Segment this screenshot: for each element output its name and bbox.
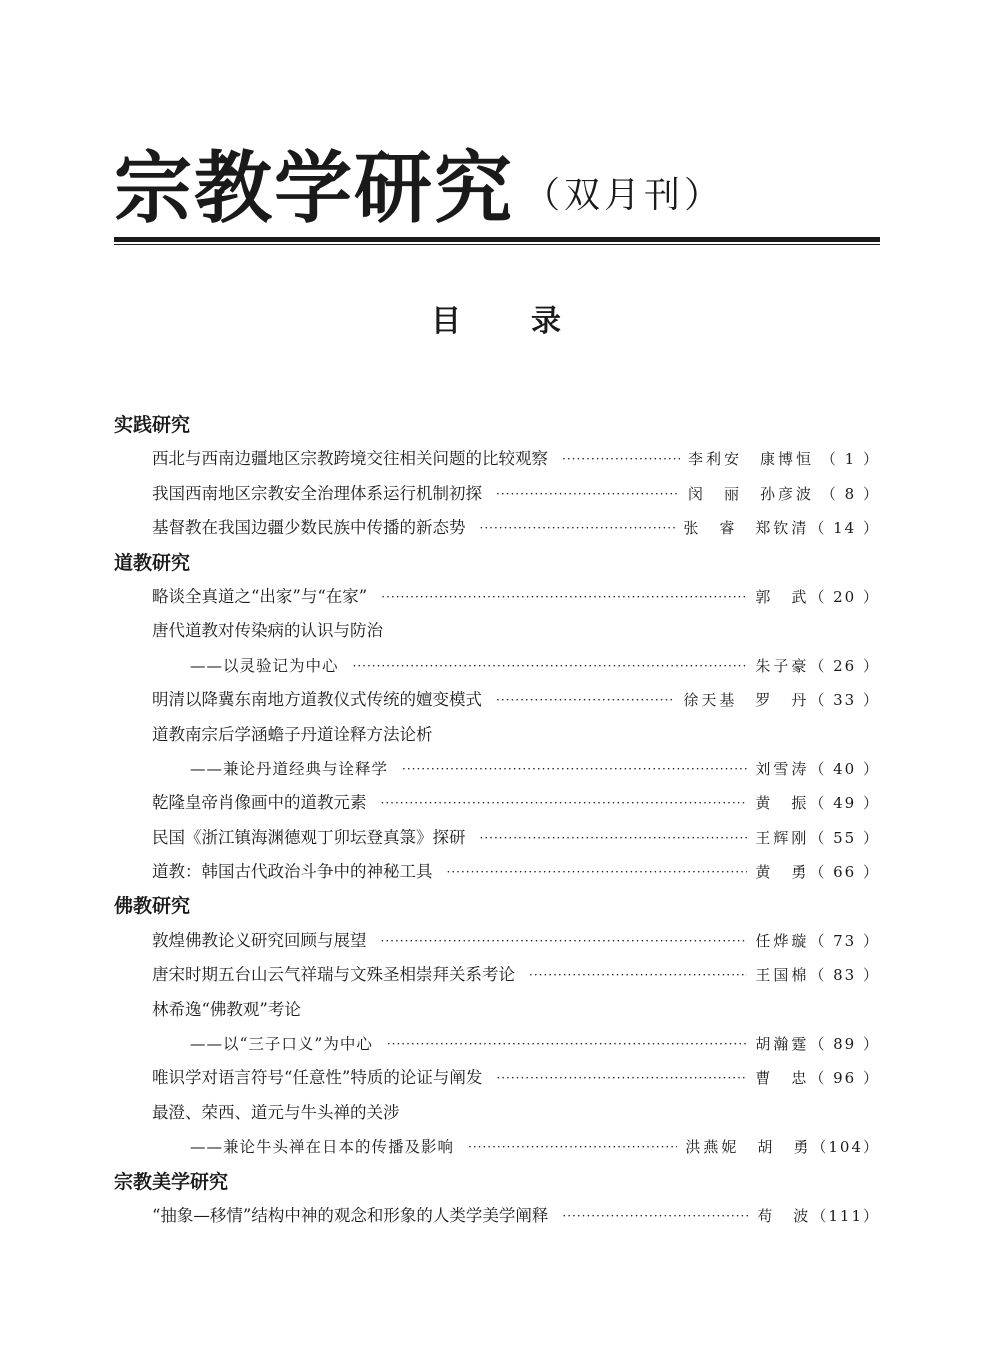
entry-page: （ 83 ） <box>809 966 880 985</box>
toc-heading: 目录 <box>431 304 631 339</box>
entry-subtitle: ——以“三子口义”为中心 <box>190 1035 373 1054</box>
toc-entry[interactable] <box>114 442 880 476</box>
entry-title: 乾隆皇帝肖像画中的道教元素 <box>152 793 367 813</box>
table-of-contents <box>114 408 880 1233</box>
entry-page: （ 40 ） <box>809 759 880 778</box>
entry-page: （ 49 ） <box>809 794 880 813</box>
toc-entry[interactable] <box>114 958 880 992</box>
entry-page: （ 33 ） <box>809 691 880 710</box>
leader-dots <box>387 1027 748 1061</box>
leader-dots <box>480 511 676 545</box>
toc-entry-subtitle[interactable] <box>114 1130 880 1164</box>
entry-title: 民国《浙江镇海渊德观丁卯坛登真箓》探研 <box>152 827 466 847</box>
entry-title[interactable]: 道教南宗后学涵蟾子丹道诠释方法论析 <box>152 724 433 744</box>
entry-authors: 张 睿 郑钦清 <box>683 519 810 538</box>
entry-title: 基督教在我国边疆少数民族中传播的新态势 <box>152 518 466 538</box>
leader-dots <box>402 752 747 786</box>
leader-dots <box>381 924 748 958</box>
toc-entry[interactable] <box>114 1199 880 1233</box>
leader-dots <box>562 442 680 476</box>
leader-dots <box>529 958 747 992</box>
toc-entry[interactable] <box>114 855 880 889</box>
leader-dots <box>381 786 748 820</box>
entry-title[interactable]: 唐代道教对传染病的认识与防治 <box>152 621 383 641</box>
entry-page: （ 66 ） <box>809 863 880 882</box>
toc-entry[interactable] <box>114 821 880 855</box>
section-heading: 道教研究 <box>114 551 191 574</box>
entry-page: （111） <box>811 1206 880 1225</box>
toc-entry[interactable] <box>114 683 880 717</box>
entry-authors: 胡瀚霆 <box>755 1035 810 1054</box>
entry-subtitle: ——以灵验记为中心 <box>190 656 339 675</box>
toc-entry[interactable] <box>114 580 880 614</box>
entry-authors: 郭 武 <box>755 587 810 606</box>
entry-title: 西北与西南边疆地区宗教跨境交往相关问题的比较观察 <box>152 449 548 469</box>
entry-page: （ 89 ） <box>809 1035 880 1054</box>
journal-title <box>114 128 725 234</box>
entry-authors: 徐天基 罗 丹 <box>683 691 810 710</box>
entry-authors: 李利安 康博恒 <box>687 450 814 469</box>
leader-dots <box>562 1199 749 1233</box>
journal-title-main: 宗教学研究 <box>114 143 515 234</box>
toc-entry[interactable] <box>114 786 880 820</box>
entry-authors: 朱子豪 <box>755 656 810 675</box>
entry-authors: 任烨璇 <box>755 931 810 950</box>
entry-title: 明清以降冀东南地方道教仪式传统的嬗变模式 <box>152 690 482 710</box>
entry-title: 唯识学对语言符号“任意性”特质的论证与阐发 <box>152 1068 483 1088</box>
toc-entry[interactable] <box>114 511 880 545</box>
entry-authors: 刘雪涛 <box>755 759 810 778</box>
toc-entry[interactable] <box>114 477 880 511</box>
toc-entry-subtitle[interactable] <box>114 649 880 683</box>
toc-entry-subtitle[interactable] <box>114 752 880 786</box>
section-heading: 佛教研究 <box>114 895 191 918</box>
entry-page: （ 73 ） <box>809 931 880 950</box>
journal-title-subtitle: （双月刊） <box>524 175 725 216</box>
entry-authors: 曹 忠 <box>755 1069 810 1088</box>
section-heading: 实践研究 <box>114 414 191 436</box>
entry-subtitle: ——兼论丹道经典与诠释学 <box>190 759 389 778</box>
entry-page: （ 14 ） <box>809 519 880 538</box>
entry-title[interactable]: 最澄、荣西、道元与牛头禅的关涉 <box>152 1102 400 1122</box>
entry-title: 道教：韩国古代政治斗争中的神秘工具 <box>152 862 433 882</box>
entry-page: （104） <box>811 1138 880 1157</box>
toc-entry-subtitle[interactable] <box>114 1027 880 1061</box>
entry-authors: 黄 勇 <box>755 863 810 882</box>
entry-title: “抽象—移情”结构中神的观念和形象的人类学美学阐释 <box>152 1205 549 1225</box>
entry-title: 略谈全真道之“出家”与“在家” <box>152 586 368 606</box>
entry-title[interactable]: 林希逸“佛教观”考论 <box>152 999 301 1019</box>
title-rule-thick <box>114 237 880 242</box>
entry-title: 唐宋时期五台山云气祥瑞与文殊圣相崇拜关系考论 <box>152 965 515 985</box>
entry-page: （ 20 ） <box>809 587 880 606</box>
entry-title: 敦煌佛教论义研究回顾与展望 <box>152 930 367 950</box>
leader-dots <box>496 683 675 717</box>
entry-page: （ 1 ） <box>820 450 880 469</box>
entry-authors: 洪燕妮 胡 勇 <box>685 1138 812 1157</box>
title-rule-thin <box>114 244 880 245</box>
leader-dots <box>496 1061 747 1095</box>
toc-entry[interactable] <box>114 1061 880 1095</box>
entry-page: （ 26 ） <box>809 656 880 675</box>
entry-page: （ 55 ） <box>809 828 880 847</box>
leader-dots <box>447 855 748 889</box>
entry-authors: 王国棉 <box>755 966 810 985</box>
leader-dots <box>353 649 748 683</box>
toc-entry[interactable] <box>114 924 880 958</box>
entry-title: 我国西南地区宗教安全治理体系运行机制初探 <box>152 483 482 503</box>
leader-dots <box>496 477 680 511</box>
leader-dots <box>381 580 747 614</box>
section-heading: 宗教美学研究 <box>114 1170 229 1193</box>
entry-authors: 闵 丽 孙彦波 <box>687 484 814 503</box>
entry-page: （ 96 ） <box>809 1069 880 1088</box>
entry-authors: 黄 振 <box>755 794 810 813</box>
leader-dots <box>480 821 748 855</box>
entry-authors: 苟 波 <box>757 1206 812 1225</box>
entry-subtitle: ——兼论牛头禅在日本的传播及影响 <box>190 1138 455 1157</box>
entry-authors: 王辉刚 <box>755 828 810 847</box>
entry-page: （ 8 ） <box>820 484 880 503</box>
leader-dots <box>468 1130 677 1164</box>
